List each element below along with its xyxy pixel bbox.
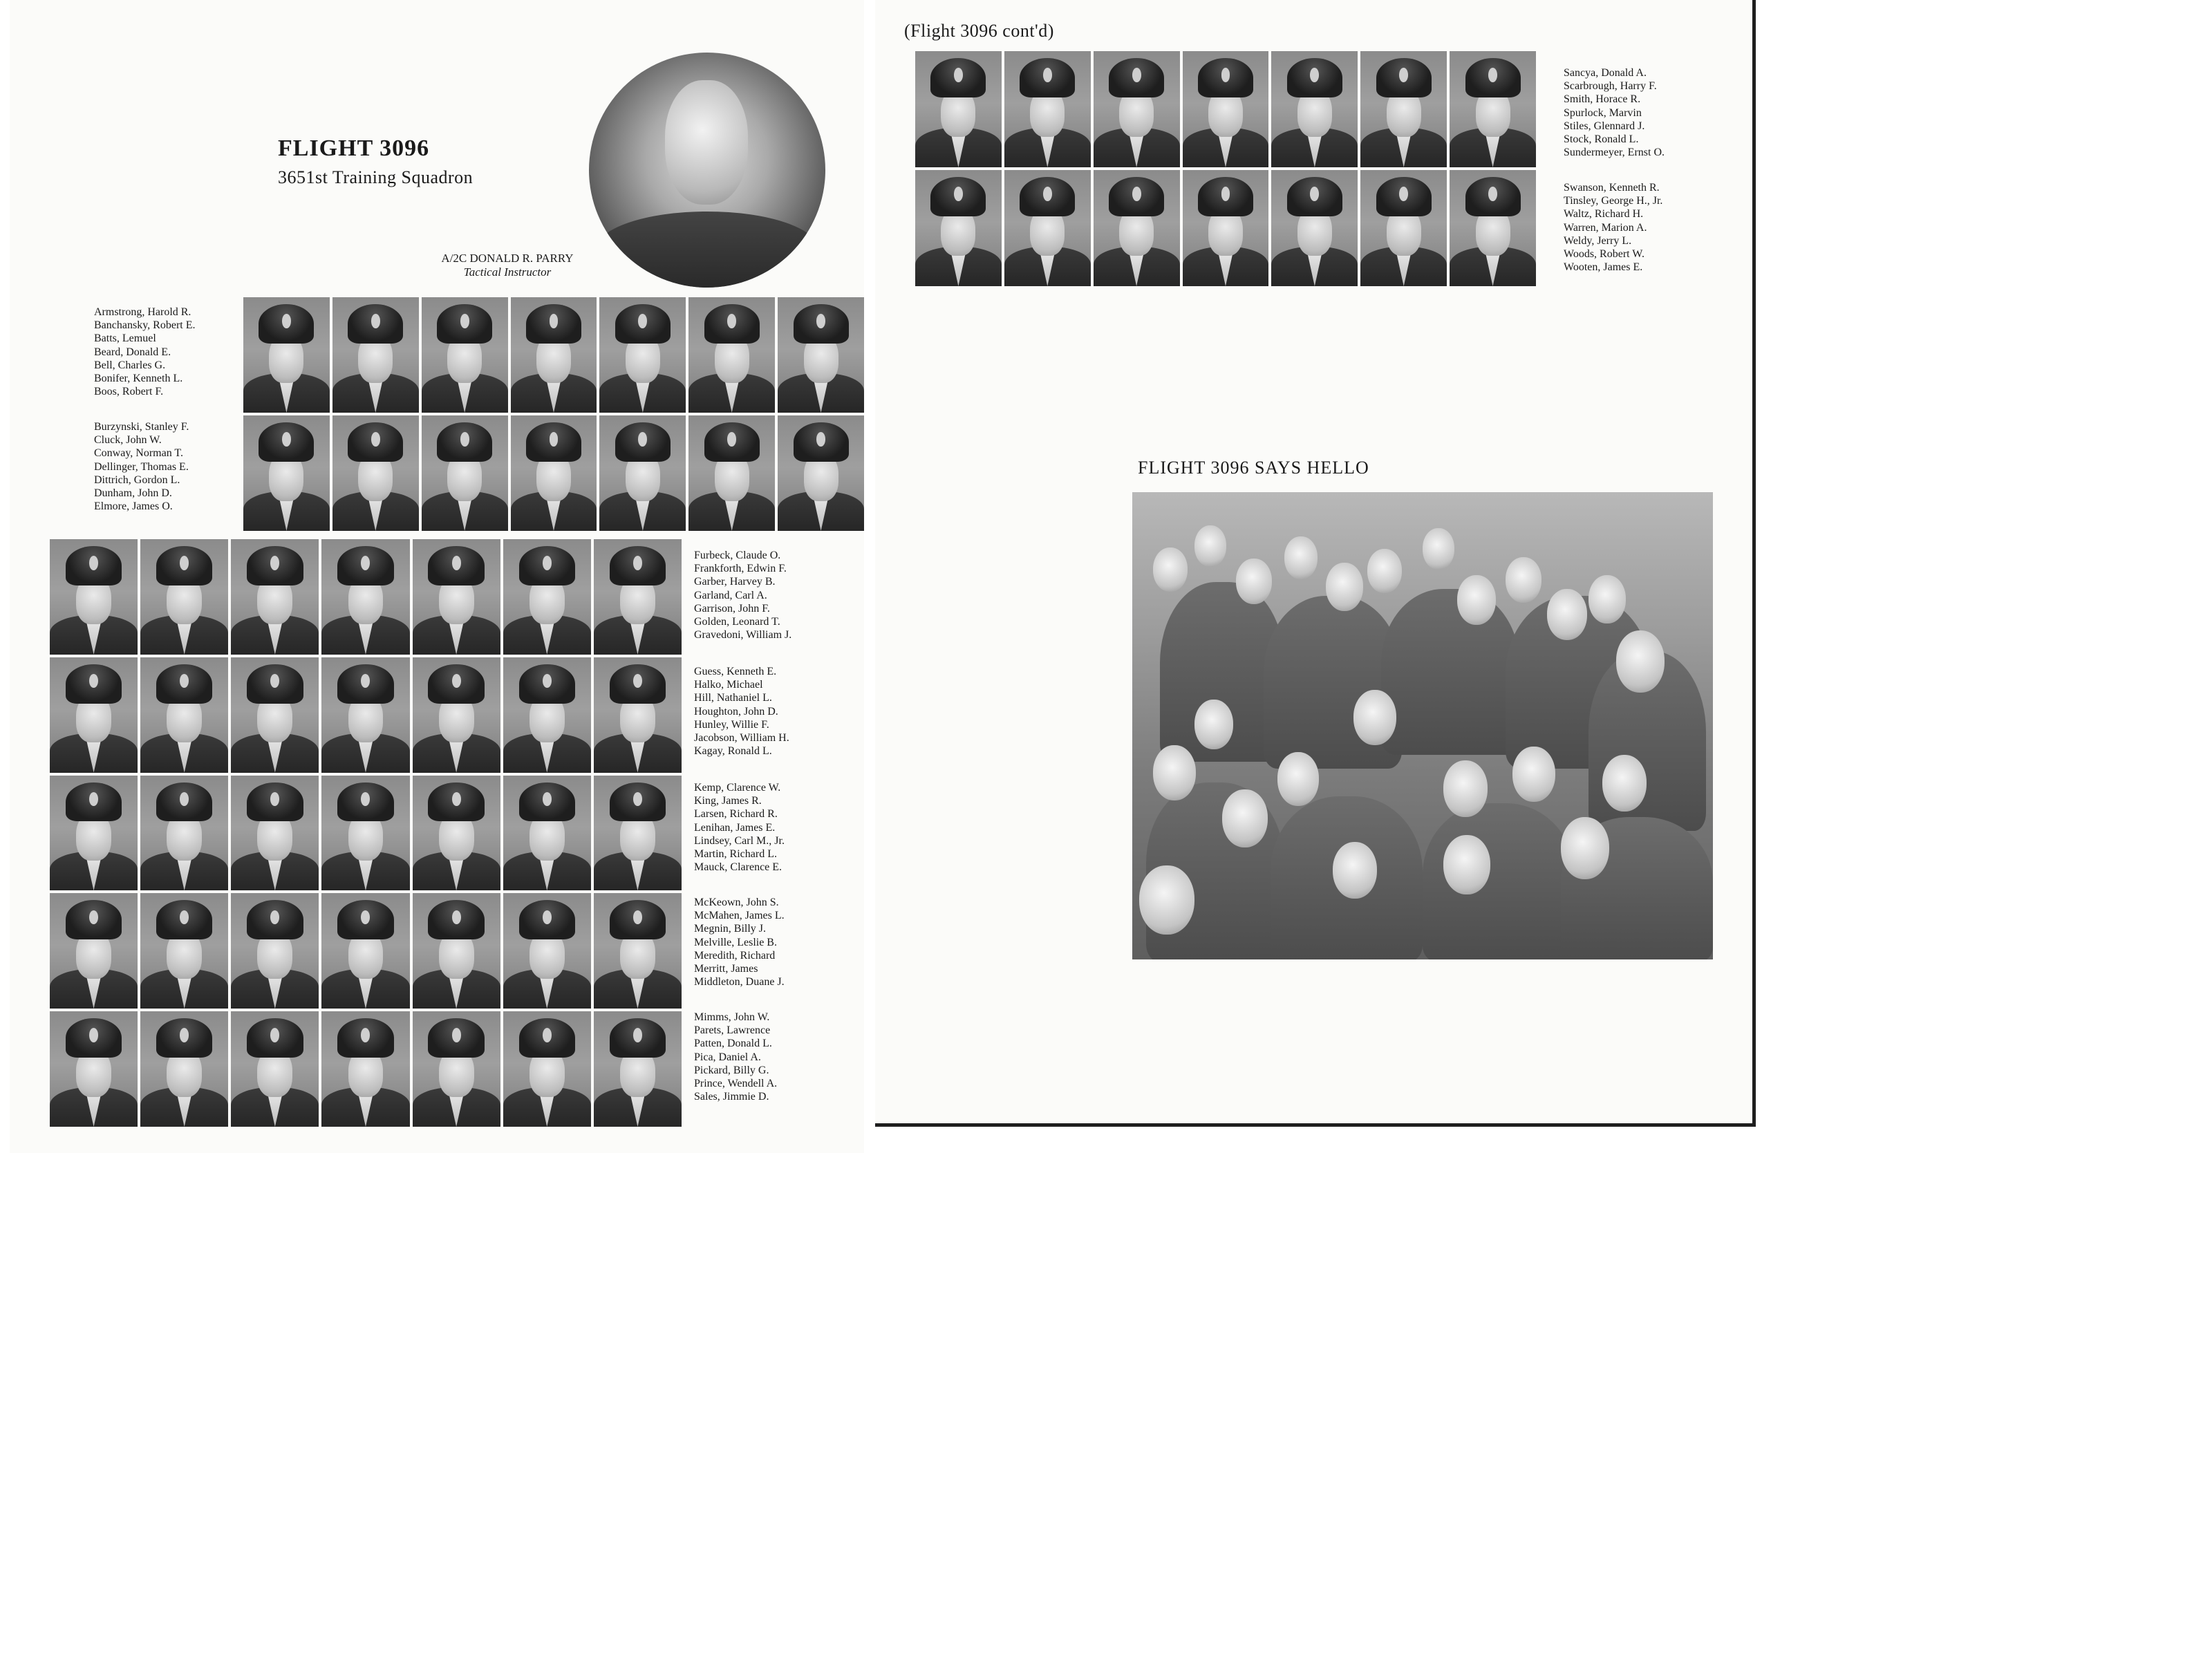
cadet-photo bbox=[688, 415, 775, 531]
cadet-photo bbox=[1004, 170, 1091, 286]
instructor-portrait bbox=[589, 53, 825, 288]
cadet-photo bbox=[594, 539, 682, 655]
cadet-photo bbox=[231, 539, 319, 655]
cadet-photo bbox=[231, 1011, 319, 1127]
cadet-photo bbox=[688, 297, 775, 413]
cadet-photo bbox=[413, 776, 500, 891]
cadet-photo bbox=[599, 297, 686, 413]
instructor-role: Tactical Instructor bbox=[463, 265, 552, 279]
cadet-photo bbox=[231, 893, 319, 1009]
cadet-photo bbox=[140, 657, 228, 773]
cadet-photo bbox=[413, 539, 500, 655]
cadet-photo bbox=[503, 893, 591, 1009]
cadet-photo bbox=[321, 657, 409, 773]
cadet-photo bbox=[50, 539, 138, 655]
name-list-7: Mimms, John W. Parets, Lawrence Patten, Donald L. Pica, Daniel A. Pickard, Billy G. Prince, Wendell A. Sales, Jimmie D. bbox=[694, 1011, 778, 1103]
cadet-photo bbox=[140, 539, 228, 655]
photo-grid-right bbox=[915, 51, 1536, 286]
cadet-photo bbox=[413, 893, 500, 1009]
cadet-photo bbox=[1183, 170, 1269, 286]
cadet-photo bbox=[503, 1011, 591, 1127]
cadet-photo bbox=[231, 776, 319, 891]
cadet-photo bbox=[50, 776, 138, 891]
cadet-photo bbox=[243, 297, 330, 413]
cadet-photo bbox=[503, 657, 591, 773]
name-list-3: Furbeck, Claude O. Frankforth, Edwin F. Garber, Harvey B. Garland, Carl A. Garrison, John F. Golden, Leonard T. Gravedoni, William J. bbox=[694, 550, 792, 641]
continued-label: (Flight 3096 cont'd) bbox=[904, 21, 1054, 41]
cadet-photo bbox=[50, 657, 138, 773]
cadet-photo bbox=[231, 657, 319, 773]
instructor-caption bbox=[411, 252, 604, 279]
squadron-subtitle: 3651st Training Squadron bbox=[278, 167, 474, 187]
cadet-photo bbox=[1094, 51, 1180, 167]
cadet-photo bbox=[321, 893, 409, 1009]
cadet-photo bbox=[1271, 170, 1358, 286]
cadet-photo bbox=[1004, 51, 1091, 167]
cadet-photo bbox=[243, 415, 330, 531]
cadet-photo bbox=[413, 1011, 500, 1127]
photo-grid-bottom bbox=[50, 539, 682, 1127]
cadet-photo bbox=[140, 1011, 228, 1127]
cadet-photo bbox=[140, 893, 228, 1009]
cadet-photo bbox=[50, 893, 138, 1009]
flight-title: FLIGHT 3096 bbox=[278, 135, 430, 161]
cadet-photo bbox=[50, 1011, 138, 1127]
cadet-photo bbox=[594, 657, 682, 773]
name-list-1: Armstrong, Harold R. Banchansky, Robert E. Batts, Lemuel Beard, Donald E. Bell, Charles G. Bonifer, Kenneth L. Boos, Robert F. bbox=[94, 306, 196, 398]
cadet-photo bbox=[422, 415, 508, 531]
cadet-photo bbox=[1450, 170, 1536, 286]
cadet-photo bbox=[915, 170, 1002, 286]
cadet-photo bbox=[594, 1011, 682, 1127]
cadet-photo bbox=[778, 415, 864, 531]
instructor-name: A/2C DONALD R. PARRY bbox=[441, 252, 574, 265]
name-list-5: Kemp, Clarence W. King, James R. Larsen, Richard R. Lenihan, James E. Lindsey, Carl M., Jr. Martin, Richard L. Mauck, Clarence E. bbox=[694, 782, 785, 874]
cadet-photo bbox=[1271, 51, 1358, 167]
cadet-photo bbox=[1360, 170, 1447, 286]
name-list-6: McKeown, John S. McMahen, James L. Megnin, Billy J. Melville, Leslie B. Meredith, Richard Merritt, James Middleton, Duane J. bbox=[694, 897, 785, 988]
left-page bbox=[10, 0, 864, 1153]
cadet-photo bbox=[332, 415, 419, 531]
name-list-2: Burzynski, Stanley F. Cluck, John W. Conway, Norman T. Dellinger, Thomas E. Dittrich, Gordon L. Dunham, John D. Elmore, James O. bbox=[94, 421, 189, 513]
cadet-photo bbox=[1183, 51, 1269, 167]
cadet-photo bbox=[594, 893, 682, 1009]
cadet-photo bbox=[321, 776, 409, 891]
group-photo bbox=[1132, 492, 1713, 959]
cadet-photo bbox=[332, 297, 419, 413]
name-list-9: Swanson, Kenneth R. Tinsley, George H., Jr. Waltz, Richard H. Warren, Marion A. Weldy, Jerry L. Woods, Robert W. Wooten, James E. bbox=[1564, 182, 1663, 274]
cadet-photo bbox=[778, 297, 864, 413]
name-list-4: Guess, Kenneth E. Halko, Michael Hill, Nathaniel L. Houghton, John D. Hunley, Willie F. Jacobson, William H. Kagay, Ronald L. bbox=[694, 666, 789, 758]
cadet-photo bbox=[511, 297, 597, 413]
cadet-photo bbox=[594, 776, 682, 891]
cadet-photo bbox=[321, 539, 409, 655]
right-page bbox=[875, 0, 1756, 1127]
group-photo-title: FLIGHT 3096 SAYS HELLO bbox=[1138, 458, 1369, 478]
cadet-photo bbox=[422, 297, 508, 413]
photo-grid-top bbox=[243, 297, 864, 531]
cadet-photo bbox=[915, 51, 1002, 167]
cadet-photo bbox=[321, 1011, 409, 1127]
cadet-photo bbox=[599, 415, 686, 531]
cadet-photo bbox=[413, 657, 500, 773]
cadet-photo bbox=[503, 539, 591, 655]
name-list-8: Sancya, Donald A. Scarbrough, Harry F. Smith, Horace R. Spurlock, Marvin Stiles, Glennard J. Stock, Ronald L. Sundermeyer, Ernst O. bbox=[1564, 67, 1665, 159]
cadet-photo bbox=[1094, 170, 1180, 286]
cadet-photo bbox=[511, 415, 597, 531]
cadet-photo bbox=[1450, 51, 1536, 167]
cadet-photo bbox=[140, 776, 228, 891]
cadet-photo bbox=[1360, 51, 1447, 167]
cadet-photo bbox=[503, 776, 591, 891]
